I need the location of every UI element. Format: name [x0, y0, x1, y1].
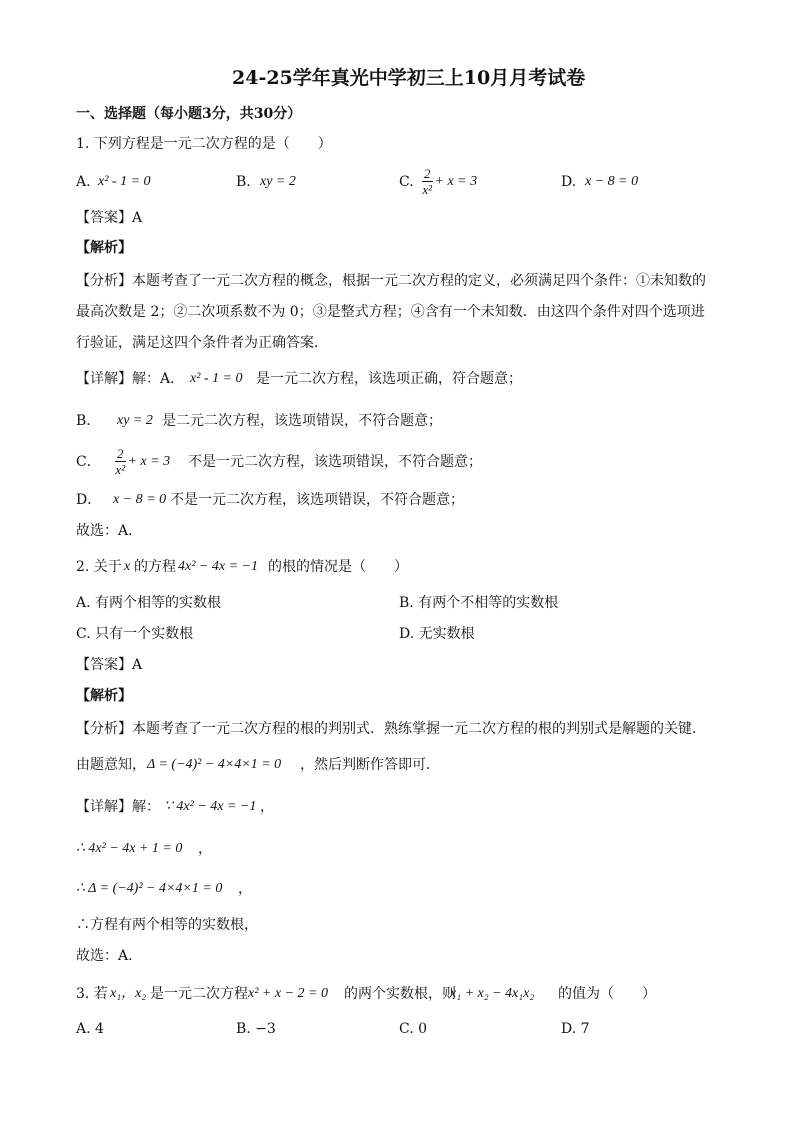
- q1-option-d-label: D.: [561, 174, 577, 190]
- q3-stem-roots: x₁，x₂: [110, 986, 147, 1001]
- q2-analysis-line-2: [0, 750, 794, 780]
- q2-choose: 故选：A．: [76, 948, 143, 964]
- q1-option-c-label: C.: [399, 174, 414, 190]
- q2-detail-line-1: [0, 792, 794, 822]
- q2-analysis-math: Δ = (−4)² − 4×4×1 = 0: [147, 757, 282, 772]
- title-line: [0, 63, 794, 93]
- q2-answer-line: [0, 650, 794, 680]
- page-title: 24-25学年真光中学初三上10月月考试卷: [232, 67, 586, 89]
- q1-detail-b-text: 是二元二次方程，该选项错误，不符合题意；: [162, 413, 442, 429]
- q1-detail-b-prefix: B．: [76, 413, 101, 429]
- q1-answer-line: [0, 203, 794, 233]
- q3-option-a: A. 4: [76, 1021, 104, 1037]
- q1-analysis-line-2: [0, 297, 794, 327]
- q2-step3-math: ∴ Δ = (−4)² − 4×4×1 = 0: [76, 881, 223, 896]
- q3-stem-line: [0, 979, 794, 1009]
- q2-answer: 【答案】A: [76, 657, 143, 673]
- q2-options-row-2: [0, 619, 794, 649]
- q3-stem-middle: 是一元二次方程: [150, 986, 248, 1002]
- q2-detail-suffix: ，: [260, 799, 274, 815]
- q1-detail-a-prefix: 【详解】解：A．: [76, 371, 185, 387]
- q1-option-c-math: $\frac{2}{\text{x²}}$ + x = 3: [422, 166, 478, 198]
- q1-analysis-line-3: [0, 328, 794, 358]
- q2-analysis-prefix: 由题意知，: [76, 757, 146, 773]
- q2-stem-variable: x: [124, 559, 131, 574]
- q2-detail-line-3: [0, 874, 794, 904]
- q1-analysis-text-2: 最高次数是 2；②二次项系数不为 0；③是整式方程；④含有一个未知数．由这四个条件对四个选项进: [76, 304, 705, 320]
- q3-option-d: D. 7: [561, 1021, 590, 1037]
- q1-jiexi-line: [0, 233, 794, 263]
- q2-jiexi-line: [0, 681, 794, 711]
- section-header-line: [0, 99, 794, 129]
- section-heading: 一、选择题（每小题3分，共30分）: [76, 106, 302, 122]
- q3-stem-equation: x² + x − 2 = 0: [248, 986, 328, 1001]
- q1-analysis-text-1: 【分析】本题考查了一元二次方程的概念，根据一元二次方程的定义，必须满足四个条件：①未知数的: [76, 273, 706, 289]
- q1-option-a-label: A.: [76, 174, 91, 190]
- q3-option-b: B. −3: [236, 1021, 276, 1037]
- q1-detail-c-prefix: C．: [76, 454, 101, 470]
- q2-stem-math: 4x² − 4x = −1: [178, 559, 258, 574]
- q2-jiexi-heading: 【解析】: [76, 688, 132, 704]
- q3-stem-suffix: 的值为（ ）: [558, 986, 656, 1002]
- q1-option-b-label: B.: [236, 174, 251, 190]
- q2-option-a: A. 有两个相等的实数根: [76, 595, 222, 611]
- q1-detail-d-prefix: D．: [76, 492, 102, 508]
- q1-detail-a-line: [0, 364, 794, 394]
- q2-detail-line-4: [0, 910, 794, 940]
- q2-stem-middle: 的方程: [134, 559, 176, 575]
- q2-stem-line: [0, 552, 794, 582]
- q2-analysis-line-1: [0, 714, 794, 744]
- q2-step2-suffix: ，: [198, 841, 212, 857]
- q2-detail-line-2: [0, 834, 794, 864]
- q2-analysis-text-1: 【分析】本题考查了一元二次方程的根的判别式．熟练掌握一元二次方程的根的判别式是解题的关键．: [76, 721, 706, 737]
- q2-option-b: B. 有两个不相等的实数根: [399, 595, 559, 611]
- q3-stem-prefix: 3. 若: [76, 986, 108, 1002]
- q1-options-line: [0, 167, 794, 197]
- q1-analysis-text-3: 行验证，满足这四个条件者为正确答案．: [76, 335, 328, 351]
- q3-options-line: [0, 1014, 794, 1044]
- q2-stem-suffix: 的根的情况是（ ）: [268, 559, 408, 575]
- q1-jiexi-heading: 【解析】: [76, 240, 132, 256]
- q1-detail-c-math: $\frac{2}{\text{x²}}$ + x = 3: [115, 446, 171, 478]
- q2-detail-math: ∵ 4x² − 4x = −1: [164, 799, 257, 814]
- q1-detail-a-math: x² - 1 = 0: [190, 371, 243, 386]
- q2-step2-math: ∴ 4x² − 4x + 1 = 0: [76, 841, 183, 856]
- q3-option-c: C. 0: [399, 1021, 428, 1037]
- q2-step3-suffix: ，: [238, 881, 252, 897]
- q2-choose-line: [0, 941, 794, 971]
- q2-stem-prefix: 2. 关于: [76, 559, 122, 575]
- q1-choose: 故选：A．: [76, 523, 143, 539]
- q1-option-d-math: x − 8 = 0: [585, 174, 639, 189]
- q1-detail-c-fraction: $\frac{2}{\text{x²}}$: [115, 446, 126, 478]
- q1-choose-line: [0, 516, 794, 546]
- q1-option-c-fraction: $\frac{2}{\text{x²}}$: [422, 166, 433, 198]
- q1-detail-c-line: [0, 447, 794, 477]
- q1-stem-line: [0, 129, 794, 159]
- q2-option-c: C. 只有一个实数根: [76, 626, 194, 642]
- q2-step4: ∴方程有两个相等的实数根，: [76, 917, 258, 933]
- q1-detail-d-text: 不是一元二次方程，该选项错误，不符合题意；: [170, 492, 464, 508]
- q3-stem-expression: x₁ + x₂ − 4x₁x₂: [450, 986, 535, 1001]
- q1-option-a-math: x² - 1 = 0: [98, 174, 151, 189]
- q3-stem-middle-2: 的两个实数根，则: [344, 986, 456, 1002]
- q2-options-row-1: [0, 588, 794, 618]
- q1-detail-a-text: 是一元二次方程，该选项正确，符合题意；: [256, 371, 522, 387]
- q2-analysis-suffix: ，然后判断作答即可．: [300, 757, 440, 773]
- q1-analysis-line-1: [0, 266, 794, 296]
- q2-detail-prefix: 【详解】解：: [76, 799, 160, 815]
- q1-detail-d-line: [0, 485, 794, 515]
- q2-option-d: D. 无实数根: [399, 626, 475, 642]
- q1-detail-d-math: x − 8 = 0: [113, 492, 167, 507]
- q1-detail-b-math: xy = 2: [117, 413, 153, 428]
- q1-stem: 1. 下列方程是一元二次方程的是（ ）: [76, 136, 332, 152]
- q1-option-b-math: xy = 2: [260, 174, 296, 189]
- q1-detail-b-line: [0, 406, 794, 436]
- q1-answer: 【答案】A: [76, 210, 143, 226]
- q1-detail-c-text: 不是一元二次方程，该选项错误，不符合题意；: [188, 454, 482, 470]
